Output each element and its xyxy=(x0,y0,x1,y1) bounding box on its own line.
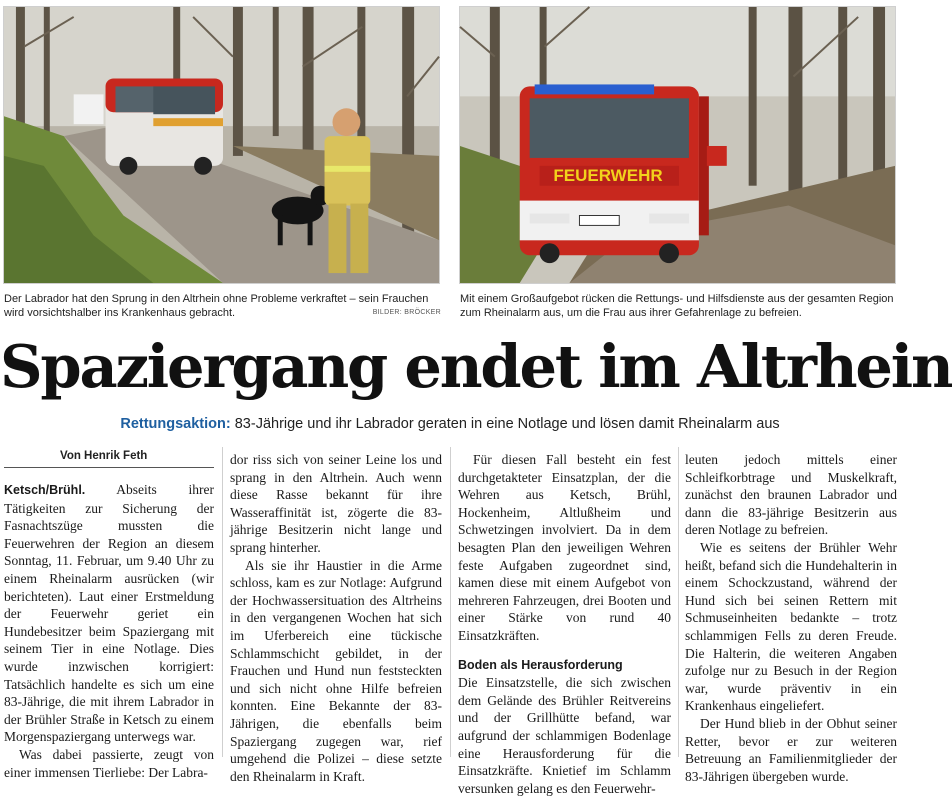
photo-fire-truck xyxy=(459,6,896,284)
paragraph-5-start: Die Einsatzstelle, die sich zwischen dem Gelände des Brühler Reitvereins und der Grillhütte befand, war aufgrund der schlammigen Bodenlage eine Herausforderung für die Einsatzkräfte. Knietief im Schlamm versunken gelang es den Feuerwehr- xyxy=(458,675,671,796)
photo-labrador-owner xyxy=(3,6,440,284)
caption-right xyxy=(460,292,897,320)
paragraph-1 xyxy=(4,481,214,746)
paragraph-4: Für diesen Fall besteht ein fest durchgetakteter Einsatzplan, der die Wehren aus Ketsch, Brühl, Hockenheim, Altlußheim und Schwetzingen involviert. Da in dem besagten Plan den jeweiligen Wehren feste Aufgaben zugeordnet sind, kamen diese mit einem Aufgebot von mehreren Fahrzeugen, drei Booten und einer Stärke von rund 40 Einsatzkräften. xyxy=(458,452,671,643)
paragraph-3: Als sie ihr Haustier in die Arme schloss, kam es zur Notlage: Aufgrund der Hochwassersituation des Altrheins in den vergangenen Wochen hat sich im Uferbereich eine tückische Schlammschicht gebildet, in der Frauchen und Hund nun feststeckten und sich nicht ohne Hilfe befreien konnten. Eine Bekannte der 83-Jährigen, die ebenfalls beim Spaziergang zugegen war, rief umgehend die Polizei – diese setzte den Rheinalarm in Kraft. xyxy=(230,557,442,784)
article-column-3 xyxy=(458,451,671,797)
photo-fire-truck-illustration xyxy=(460,7,895,283)
column-divider xyxy=(678,447,679,757)
truck-label: FEUERWEHR xyxy=(553,166,663,185)
dateline: Ketsch/Brühl. xyxy=(4,483,86,497)
subhead: Boden als Herausforderung xyxy=(458,657,623,672)
photo-labrador-illustration xyxy=(4,7,439,283)
paragraph-6: Wie es seitens der Brühler Wehr heißt, befand sich die Hundehalterin in einem Schockzustand, während der Hund sich bei seinen Rettern mit Schmuseinheiten bedankte – trotz schlammigen Fells zu deren Freude. Die Halterin, die weiteren Angaben zufolge nur zu Besuch in der Region war, wurde präventiv in ein Krankenhaus eingeliefert. xyxy=(685,539,897,714)
author-byline: Von Henrik Feth xyxy=(4,446,214,468)
headline: Spaziergang endet im Altrhein xyxy=(0,332,952,401)
caption-right-text: Mit einem Großaufgebot rücken die Rettungs- und Hilfsdienste aus der gesamten Region zum Rheinalarm aus, um die Frau aus ihrer Gefahrenlage zu befreien. xyxy=(460,293,894,319)
column-divider xyxy=(450,447,451,757)
caption-left-text: Der Labrador hat den Sprung in den Altrhein ohne Probleme verkraftet – sein Frauchen wird vorsichtshalber ins Krankenhaus gebracht. xyxy=(4,293,429,319)
paragraph-2-end: dor riss sich von seiner Leine los und sprang in den Altrhein. Auch wenn diese Rasse bekannt für ihre Wasseraffinität ist, zögerte die 83-jährige Besitzerin nicht lange und sprang hinterher. xyxy=(230,452,442,555)
article-column-2 xyxy=(230,451,442,785)
paragraph-5-end: leuten jedoch mittels einer Schleifkorbtrage und Muskelkraft, zunächst den braunen Labrador und dann die 83-jährige Besitzerin aus deren Notlage zu befreien. xyxy=(685,452,897,538)
article-column-1 xyxy=(4,481,214,781)
caption-left xyxy=(4,292,441,320)
paragraph-7: Der Hund blieb in der Obhut seiner Retter, bevor er zur weiteren Betreuung an Familienmitglieder der 83-Jährigen übergeben wurde. xyxy=(685,715,897,784)
kicker: Rettungsaktion: xyxy=(120,416,231,432)
paragraph-2-start: Was dabei passierte, zeugt von einer immensen Tierliebe: Der Labra- xyxy=(4,746,214,780)
paragraph-1-text: Abseits ihrer Tätigkeiten zur Sicherung der Fasnachtszüge mussten die Feuerwehren der Region an diesem Sonntag, 11. Februar, um 9.40 Uhr zu einem Rheinalarm ausrücken (wir berichteten). Laut einer Erstmeldung der Feuerwehr geriet ein Hundebesitzer beim Spaziergang mit seinem Tier in eine Notlage. Dies wurde inzwischen korrigiert: Tatsächlich handelte es sich um eine 83-Jährige, die mit ihrem Labrador in der Brühler Straße in Ketsch zu einem Morgenspaziergang unterwegs war. xyxy=(4,482,214,745)
article-column-4 xyxy=(685,451,897,785)
photo-credit: BILDER: BRÖCKER xyxy=(372,309,441,316)
column-divider xyxy=(222,447,223,757)
subheadline-text: 83-Jährige und ihr Labrador geraten in eine Notlage und lösen damit Rheinalarm aus xyxy=(230,416,780,432)
subheadline xyxy=(0,414,900,434)
